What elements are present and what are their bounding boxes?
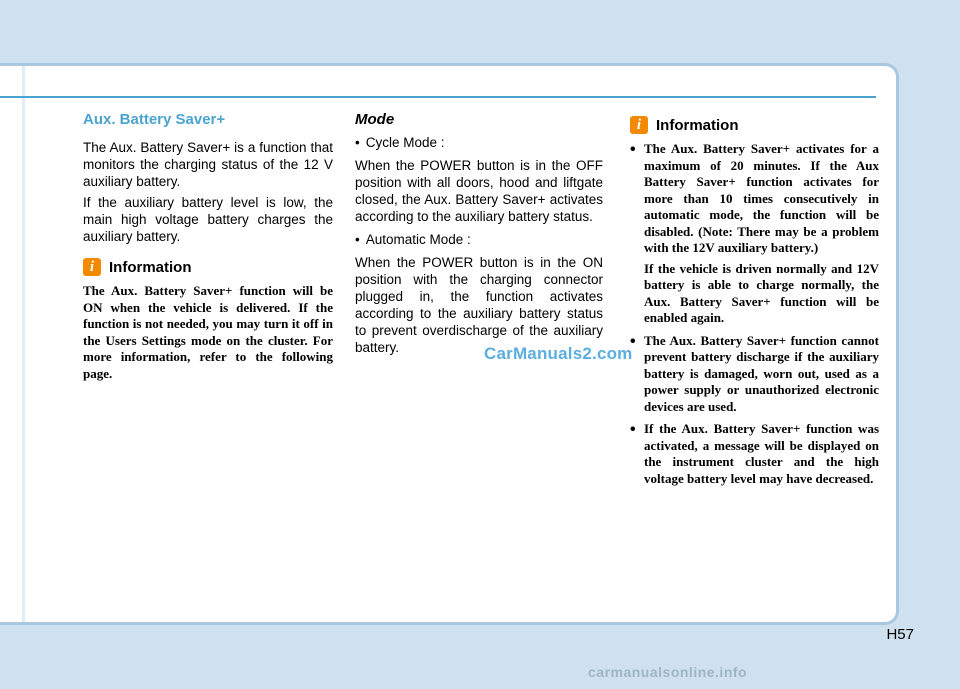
footer-watermark: carmanualsonline.info (588, 664, 748, 680)
bullet-mark: • (355, 232, 360, 247)
watermark: CarManuals2.com (484, 344, 633, 363)
header-rule (0, 96, 876, 98)
list-item (630, 333, 879, 416)
bullet-mark: • (355, 135, 360, 150)
automatic-mode-paragraph: When the POWER button is in the ON position with the charging connector plugged in, the function activates according to the auxiliary battery status to prevent overdischarge of the auxiliary battery. (355, 255, 603, 355)
information-text: The Aux. Battery Saver+ function will be ON when the vehicle is delivered. If the function is not needed, you may turn it off in the Users Settings mode on the cluster. For more information, refer to the following page. (83, 283, 333, 381)
list-item (630, 421, 879, 487)
section-title: Aux. Battery Saver+ (83, 111, 226, 128)
information-header (83, 257, 333, 277)
mode-title: Mode (355, 111, 395, 128)
page-number: H57 (886, 626, 914, 643)
information-label: Information (656, 116, 739, 134)
list-item-text: • The Aux. Battery Saver+ activates for a maximum of 20 minutes. If the Aux Battery Saver+ function activates for more than 10 times consecutively in automatic mode, the function will be disabled. (Note: There may be a problem with the 12V auxiliary battery.) (644, 141, 879, 255)
column-right (630, 115, 879, 493)
column-left (83, 111, 333, 382)
automatic-mode-label: Automatic Mode : (365, 232, 471, 247)
information-label: Information (109, 258, 192, 276)
cycle-mode-paragraph: When the POWER button is in the OFF position with all doors, hood and liftgate closed, the Aux. Battery Saver+ activates according to the auxiliary battery status. (355, 158, 603, 224)
inner-margin-rule (22, 66, 25, 622)
list-item-extra: If the vehicle is driven normally and 12V battery is able to charge normally, the Aux. Battery Saver+ function will be enabled again. (644, 260, 879, 325)
cycle-mode-bullet (355, 134, 603, 151)
column-middle (355, 111, 603, 360)
list-item-text: • If the Aux. Battery Saver+ function was activated, a message will be displayed on the instrument cluster and the high voltage battery level may have decreased. (644, 421, 879, 486)
cycle-mode-label: Cycle Mode : (365, 135, 445, 150)
info-icon: i (630, 116, 648, 134)
automatic-mode-bullet (355, 231, 603, 248)
list-item-text: • The Aux. Battery Saver+ function cannot prevent battery discharge if the auxiliary battery is damaged, worn out, used as a power supply or unauthorized electronic devices are used. (644, 332, 879, 414)
information-header (630, 115, 879, 135)
information-list (630, 141, 879, 487)
intro-paragraph: The Aux. Battery Saver+ is a function that monitors the charging status of the 12 V auxiliary battery. (83, 140, 333, 189)
list-item (630, 141, 879, 327)
info-icon: i (83, 258, 101, 276)
charging-paragraph: If the auxiliary battery level is low, the main high voltage battery charges the auxiliary battery. (83, 195, 333, 244)
